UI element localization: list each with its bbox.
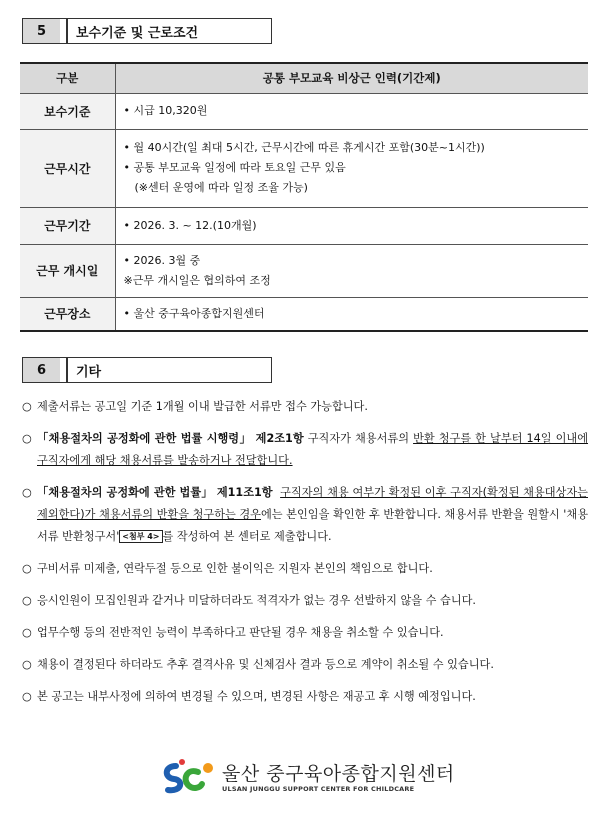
row-content-hours — [115, 129, 588, 207]
list-item — [22, 482, 588, 548]
section-number: 5 — [22, 18, 60, 44]
note-text: 본 공고는 내부사정에 의하여 변경될 수 있으며, 변경된 사항은 재공고 후 시행 예정입니다. — [37, 690, 476, 703]
list-item — [22, 590, 588, 612]
content-line: • 시급 10,320원 — [123, 104, 208, 117]
circle-bullet-icon: ○ — [22, 658, 32, 671]
content-line: • 2026. 3. ~ 12.(10개월) — [123, 218, 257, 232]
org-name-block — [222, 763, 455, 793]
section-title: 기타 — [66, 357, 272, 383]
section-number: 6 — [22, 357, 60, 383]
list-item — [22, 654, 588, 676]
conditions-table — [20, 62, 588, 332]
note-segment: 에는 본인임을 확인한 후 반환합니다. 채용서류 반환을 원할시 '채용서류 반환청구서' — [37, 508, 588, 543]
section-6-header — [22, 357, 272, 383]
content-line: • 울산 중구육아종합지원센터 — [123, 306, 265, 320]
row-label-period: 근무기간 — [20, 207, 115, 244]
underlined-segment: 반환 청구를 한 날부터 14일 이내에 구직자에게 해당 채용서류를 발송하거나 전달합니다. — [37, 432, 589, 467]
column-header-position: 공통 부모교육 비상근 인력(기간제) — [115, 63, 588, 93]
row-label-pay: 보수기준 — [20, 93, 115, 129]
note-text: 업무수행 등의 전반적인 능력이 부족하다고 판단될 경우 채용을 취소할 수 있습니다. — [37, 626, 444, 639]
attachment-badge: <첨부 4> — [119, 530, 162, 543]
content-line: ※근무 개시일은 협의하여 조정 — [123, 273, 271, 287]
note-segment — [273, 486, 281, 499]
list-item — [22, 396, 588, 418]
note-text: 구비서류 미제출, 연락두절 등으로 인한 불이익은 지원자 본인의 책임으로 합니다. — [37, 562, 433, 575]
row-content-start-date — [115, 244, 588, 297]
circle-bullet-icon: ○ — [22, 400, 32, 413]
content-line: • 월 40시간(일 최대 5시간, 근무시간에 따른 휴게시간 포함(30분~1시간)) — [123, 141, 485, 154]
content-line: • 2026. 3월 중 — [123, 253, 201, 267]
circle-bullet-icon: ○ — [22, 486, 32, 499]
law-reference: 「채용절차의 공정화에 관한 법률 시행령」 제2조1항 — [37, 432, 304, 445]
column-header-category: 구분 — [20, 63, 115, 93]
note-text — [37, 482, 588, 548]
table-header-row — [20, 63, 588, 93]
row-label-location: 근무장소 — [20, 297, 115, 331]
circle-bullet-icon: ○ — [22, 690, 32, 703]
org-logo — [160, 758, 455, 798]
row-content-location — [115, 297, 588, 331]
row-label-start-date: 근무 개시일 — [20, 244, 115, 297]
list-item — [22, 428, 588, 472]
content-line: (※센터 운영에 따라 일정 조율 가능) — [134, 181, 308, 194]
list-item — [22, 622, 588, 644]
table-row — [20, 297, 588, 331]
org-name-english: ULSAN JUNGGU SUPPORT CENTER FOR CHILDCARE — [222, 785, 415, 793]
list-item — [22, 558, 588, 580]
underlined-segment: 구직자의 채용 여부가 확정된 이후 구직자(확정된 채용대상자는 제외한다)가 채용서류의 반환을 청구하는 경우 — [37, 486, 588, 521]
note-text — [37, 428, 588, 472]
note-text: 제출서류는 공고일 기준 1개월 이내 발급한 서류만 접수 가능합니다. — [37, 400, 368, 413]
note-segment: 구직자가 채용서류의 — [303, 432, 414, 445]
note-text: 응시인원이 모집인원과 같거나 미달하더라도 적격자가 없는 경우 선발하지 않을 수 습니다. — [37, 594, 476, 607]
row-content-pay — [115, 93, 588, 129]
circle-bullet-icon: ○ — [22, 626, 32, 639]
org-name-korean: 울산 중구육아종합지원센터 — [222, 763, 455, 785]
note-text: 채용이 결정된다 하더라도 추후 결격사유 및 신체검사 결과 등으로 계약이 취소될 수 있습니다. — [37, 658, 494, 671]
circle-bullet-icon: ○ — [22, 562, 32, 575]
table-row — [20, 93, 588, 129]
table-row — [20, 244, 588, 297]
circle-bullet-icon: ○ — [22, 594, 32, 607]
section-title: 보수기준 및 근로조건 — [66, 18, 272, 44]
row-label-hours: 근무시간 — [20, 129, 115, 207]
section-5-header — [22, 18, 272, 44]
row-content-period — [115, 207, 588, 244]
list-item — [22, 686, 588, 708]
circle-bullet-icon: ○ — [22, 432, 32, 445]
law-reference: 「채용절차의 공정화에 관한 법률」 제11조1항 — [37, 486, 273, 499]
table-row — [20, 129, 588, 207]
content-line: • 공통 부모교육 일정에 따라 토요일 근무 있음 — [123, 161, 346, 174]
notes-list — [22, 396, 588, 718]
table-row — [20, 207, 588, 244]
note-segment: 를 작성하여 본 센터로 제출합니다. — [162, 530, 332, 543]
childcare-center-logo-icon — [160, 758, 216, 798]
